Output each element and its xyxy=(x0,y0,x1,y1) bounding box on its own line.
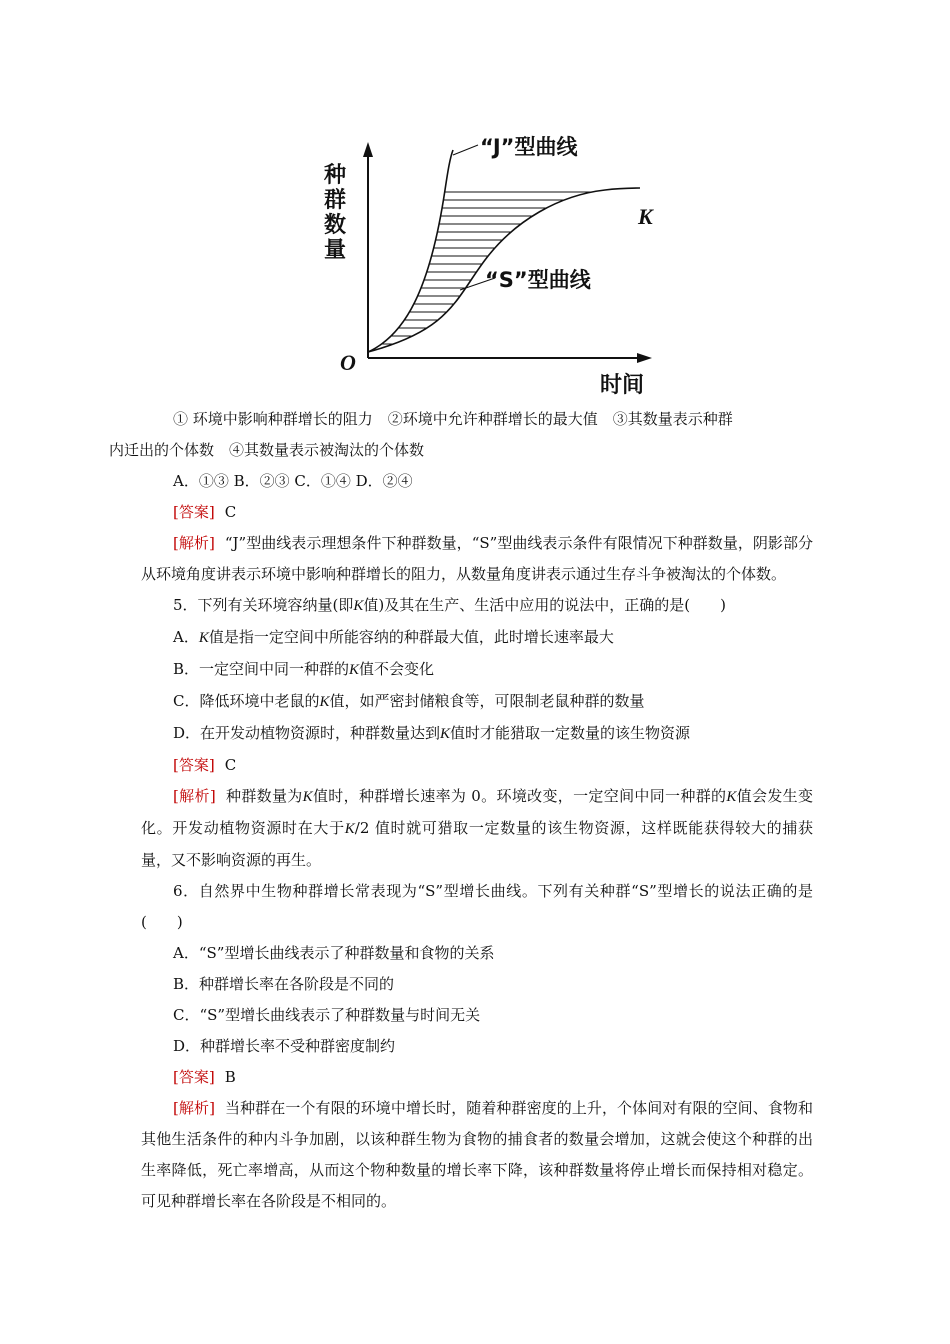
y-label-char: 群 xyxy=(324,188,347,213)
y-label-char: 数 xyxy=(324,213,347,238)
j-curve-label: “J”型曲线 xyxy=(480,135,578,159)
s-curve-label: “S”型曲线 xyxy=(485,268,591,292)
y-label-char: 量 xyxy=(324,238,347,263)
j-curve xyxy=(368,150,453,352)
q6-option-a: A．“S”型增长曲线表示了种群数量和食物的关系 xyxy=(173,944,495,962)
q5-option-a: A．K值是指一定空间中所能容纳的种群最大值，此时增长速率最大 xyxy=(173,628,614,646)
answer-tag: [答案] xyxy=(173,1068,215,1086)
analysis-tag: [解析] xyxy=(173,534,215,552)
q5-stem: 5．下列有关环境容纳量(即K值)及其在生产、生活中应用的说法中，正确的是( ) xyxy=(173,596,726,614)
answer-tag: [答案] xyxy=(173,756,215,774)
answer-tag: [答案] xyxy=(173,503,215,521)
q5-option-d: D．在开发动植物资源时，种群数量达到K值时才能猎取一定数量的该生物资源 xyxy=(173,724,691,742)
q4-statements: ① 环境中影响种群增长的阻力 ②环境中允许种群增长的最大值 ③其数量表示种群 内迁出的个体数 ④其数量表示被淘汰的个体数 xyxy=(109,410,733,459)
x-axis-label: 时间 xyxy=(600,373,645,398)
q6-analysis: [解析] 当种群在一个有限的环境中增长时，随着种群密度的上升，个体间对有限的空间、食物和其他生活条件的种内斗争加剧，以该种群生物为食物的捕食者的数量会增加，这就会使这个种群的出生率降低，死亡率增高，从而这个物种数量的增长率下降，该种群数量将停止增长而保持相对稳定。可见种群增长率在各阶段是不相同的。 xyxy=(141,1099,813,1210)
y-label-char: 种 xyxy=(324,163,347,188)
analysis-tag: [解析] xyxy=(173,1099,215,1117)
q5-option-b: B．一定空间中同一种群的K值不会变化 xyxy=(173,660,435,678)
analysis-tag: [解析] xyxy=(173,787,216,805)
q6-option-b: B．种群增长率在各阶段是不同的 xyxy=(173,975,395,993)
population-growth-figure xyxy=(320,130,670,398)
q5-analysis: [解析] 种群数量为K值时，种群增长速率为 0。环境改变，一定空间中同一种群的K值会发生变化。开发动植物资源时在大于K/2 值时就可猎取一定数量的该生物资源，这样既能获得较大的捕获量，又不影响资源的再生。 xyxy=(141,787,813,869)
q4-answer: [答案] C xyxy=(173,503,237,521)
q6-stem: 6．自然界中生物种群增长常表现为“S”型增长曲线。下列有关种群“S”型增长的说法正确的是( ) xyxy=(141,882,813,931)
k-label: K xyxy=(638,204,653,229)
q6-answer: [答案] B xyxy=(173,1068,236,1086)
j-curve-leader xyxy=(453,145,478,155)
question-text xyxy=(109,404,813,1217)
origin-label: O xyxy=(340,350,356,375)
q5-answer: [答案] C xyxy=(173,756,237,774)
x-axis-arrow-icon xyxy=(637,353,652,363)
q4-analysis: [解析] “J”型曲线表示理想条件下种群数量，“S”型曲线表示条件有限情况下种群数量，阴影部分从环境角度讲表示环境中影响种群增长的阻力，从数量角度讲表示通过生存斗争被淘汰的个体数。 xyxy=(141,534,813,583)
q5-option-c: C．降低环境中老鼠的K值，如严密封储粮食等，可限制老鼠种群的数量 xyxy=(173,692,645,710)
y-axis-arrow-icon xyxy=(363,142,373,157)
q4-options: A．①③ B．②③ C．①④ D．②④ xyxy=(173,472,413,490)
q6-option-d: D．种群增长率不受种群密度制约 xyxy=(173,1037,396,1055)
q6-option-c: C．“S”型增长曲线表示了种群数量与时间无关 xyxy=(173,1006,481,1024)
